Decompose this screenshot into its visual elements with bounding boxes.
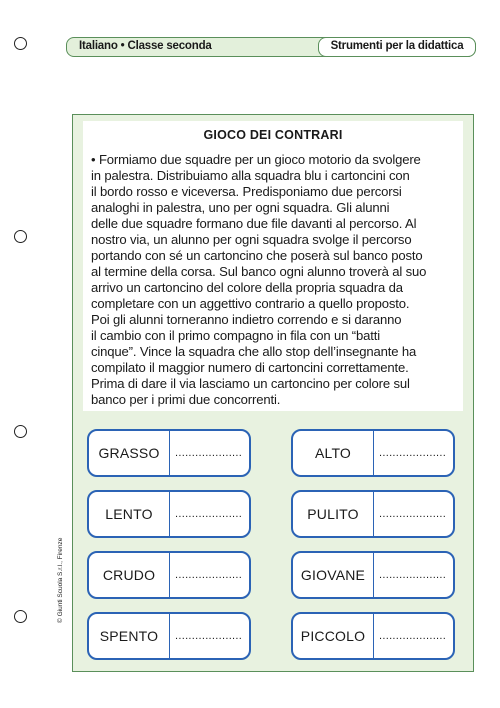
- card-word: CRUDO: [89, 553, 170, 597]
- word-card-lento: [87, 490, 251, 538]
- word-card-alto: [291, 429, 455, 477]
- answer-blank: ....................: [379, 630, 447, 642]
- exercise-instructions: [83, 149, 463, 411]
- copyright-note: © Giunti Scuola S.r.l., Firenze: [57, 537, 64, 623]
- word-card-spento: [87, 612, 251, 660]
- binder-hole-3: [14, 425, 27, 438]
- instruction-line: analoghi in palestra, uno per ogni squadra. Gli alunni: [91, 200, 390, 215]
- card-word: ALTO: [293, 431, 374, 475]
- instruction-line: il cambio con il primo compagno in fila con un “batti: [91, 328, 380, 343]
- card-word: GIOVANE: [293, 553, 374, 597]
- binder-hole-4: [14, 610, 27, 623]
- instruction-line: completare con un aggettivo contrario a quello proposto.: [91, 296, 410, 311]
- instruction-line: Poi gli alunni torneranno indietro correndo e si daranno: [91, 312, 402, 327]
- instruction-line: portando con sé un cartoncino che poserà sul banco posto: [91, 248, 423, 263]
- answer-blank: ....................: [175, 630, 243, 642]
- card-word: PICCOLO: [293, 614, 374, 658]
- instruction-line: [91, 152, 453, 168]
- bullet-icon: •: [91, 152, 96, 167]
- header-subject: Italiano • Classe seconda: [79, 40, 212, 52]
- instruction-line: in palestra. Distribuiamo alla squadra blu i cartoncini con: [91, 168, 410, 183]
- word-card-giovane: [291, 551, 455, 599]
- instruction-line: il bordo rosso e viceversa. Predisponiamo due percorsi: [91, 184, 402, 199]
- exercise-panel: [72, 114, 474, 672]
- card-word: SPENTO: [89, 614, 170, 658]
- page-header: [66, 37, 476, 57]
- instruction-line: banco per i primi due concorrenti.: [91, 392, 281, 407]
- word-card-pulito: [291, 490, 455, 538]
- instruction-line: arrivo un cartoncino del colore della propria squadra da: [91, 280, 403, 295]
- instruction-line: cinque”. Vince la squadra che allo stop dell’insegnante ha: [91, 344, 417, 359]
- card-word: GRASSO: [89, 431, 170, 475]
- instruction-line: nostro via, un alunno per ogni squadra svolge il percorso: [91, 232, 412, 247]
- word-card-grasso: [87, 429, 251, 477]
- answer-blank: ....................: [175, 447, 243, 459]
- card-word: PULITO: [293, 492, 374, 536]
- exercise-title: GIOCO DEI CONTRARI: [83, 121, 463, 149]
- answer-blank: ....................: [379, 508, 447, 520]
- word-card-crudo: [87, 551, 251, 599]
- word-card-piccolo: [291, 612, 455, 660]
- instruction-text: Formiamo due squadre per un gioco motorio da svolgere: [98, 152, 421, 167]
- instruction-line: compilato il maggior numero di cartoncini correttamente.: [91, 360, 409, 375]
- instruction-line: delle due squadre formano due file davanti al percorso. Al: [91, 216, 417, 231]
- answer-blank: ....................: [175, 569, 243, 581]
- card-word: LENTO: [89, 492, 170, 536]
- instruction-line: Prima di dare il via lasciamo un cartoncino per colore sul: [91, 376, 410, 391]
- answer-blank: ....................: [175, 508, 243, 520]
- header-section: Strumenti per la didattica: [318, 37, 476, 57]
- binder-hole-1: [14, 37, 27, 50]
- answer-blank: ....................: [379, 447, 447, 459]
- binder-hole-2: [14, 230, 27, 243]
- answer-blank: ....................: [379, 569, 447, 581]
- instruction-line: al termine della corsa. Sul banco ogni alunno troverà al suo: [91, 264, 427, 279]
